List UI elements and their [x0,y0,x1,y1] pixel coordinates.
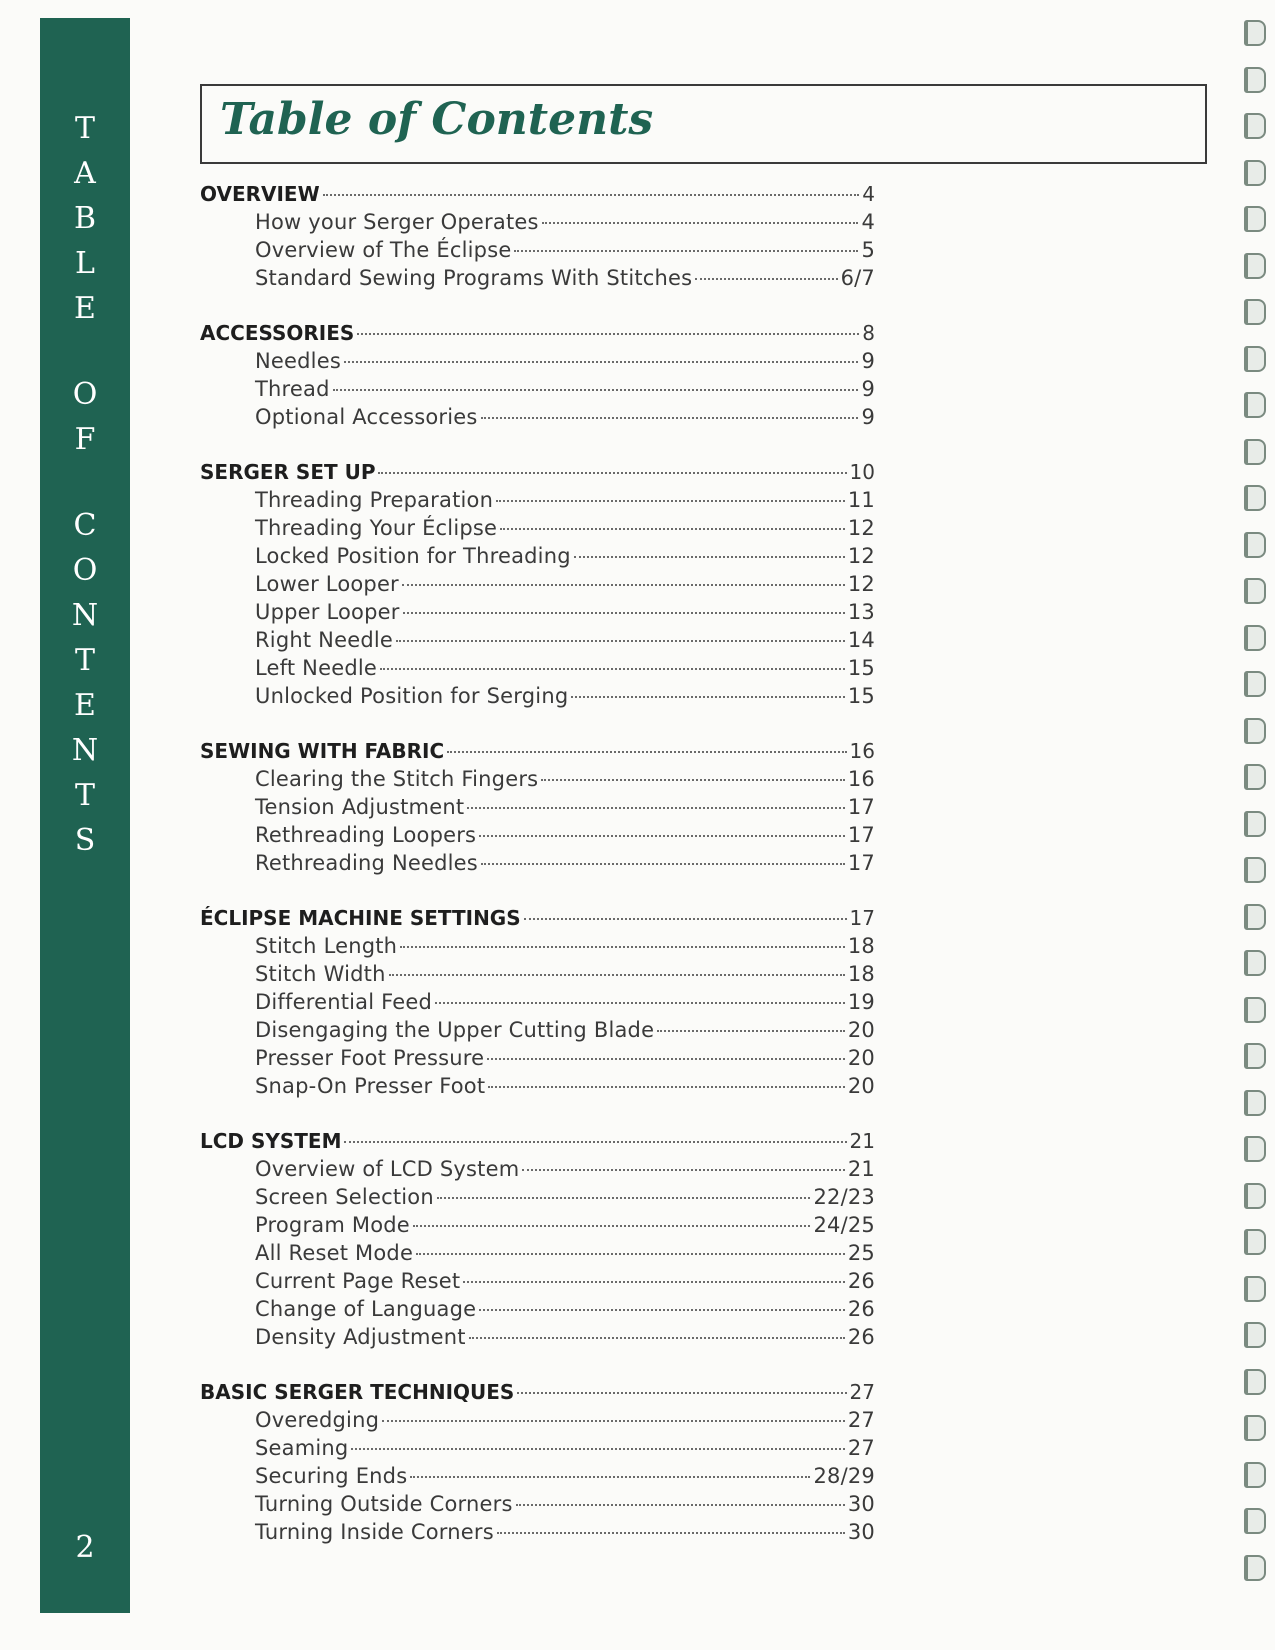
binding-ring-icon [1244,625,1266,651]
binding-ring-icon [1244,1415,1266,1441]
side-tab-letter: T [74,643,95,678]
toc-entry [200,264,875,292]
toc-section-heading-label: BASIC SERGER TECHNIQUES [200,1380,515,1404]
dot-leader [380,668,845,670]
binding-ring-icon [1244,485,1266,511]
toc-entry-label: Stitch Length [255,934,398,958]
side-tab-letter: N [71,598,99,633]
toc-entry-label: Securing Ends [255,1464,408,1488]
binding-ring-icon [1244,1555,1266,1581]
toc-entry-page: 9 [861,349,875,373]
binding-ring-icon [1244,1508,1266,1534]
binding-ring-icon [1244,671,1266,697]
toc-entry-label: Seaming [255,1436,349,1460]
dot-leader [481,417,859,419]
side-tab-letter: E [74,688,96,723]
dot-leader [410,1476,810,1478]
side-tab-letter: O [72,553,98,588]
toc-entry-page: 19 [847,990,875,1014]
toc-entry-label: Overview of The Éclipse [255,238,512,262]
dot-leader [463,1281,845,1283]
dot-leader [344,361,858,363]
toc-entry [200,236,875,264]
binding-ring-icon [1244,1229,1266,1255]
binding-ring-icon [1244,299,1266,325]
dot-leader [400,946,845,948]
toc-entry [200,486,875,514]
toc-section-heading-label: ÉCLIPSE MACHINE SETTINGS [200,906,521,930]
toc-entry [200,1044,875,1072]
toc-entry [200,1016,875,1044]
toc-section [200,458,875,710]
dot-leader [500,528,845,530]
toc-section-heading [200,1127,875,1155]
dot-leader [481,863,845,865]
page-title: Table of Contents [220,94,654,145]
dot-leader [541,779,845,781]
side-tab-letter: A [74,156,96,191]
dot-leader [657,1030,845,1032]
dot-leader [514,250,858,252]
toc-entry-page: 21 [847,1157,875,1181]
toc-entry-page: 22/23 [813,1185,875,1209]
dot-leader [403,612,845,614]
toc-entry [200,682,875,710]
binding-ring-icon [1244,997,1266,1023]
toc-entry-page: 18 [847,934,875,958]
toc-entry-page: 26 [847,1297,875,1321]
binding-ring-icon [1244,764,1266,790]
toc-entry-page: 11 [847,488,875,512]
toc-entry-label: Snap-On Presser Foot [255,1074,486,1098]
toc-entry [200,514,875,542]
toc-entry [200,1239,875,1267]
binding-ring-icon [1244,578,1266,604]
toc-entry-label: Screen Selection [255,1185,434,1209]
toc-entry-label: Thread [255,377,330,401]
toc-entry-page: 15 [847,684,875,708]
toc-section-heading-page: 16 [849,739,875,763]
toc-section-heading-page: 4 [862,182,875,206]
toc-entry [200,403,875,431]
toc-section-heading [200,904,875,932]
toc-entry-page: 25 [847,1241,875,1265]
binding-ring-icon [1244,20,1266,46]
binding-ring-icon [1244,67,1266,93]
dot-leader [402,584,845,586]
toc-entry-label: Density Adjustment [255,1325,466,1349]
binding-ring-icon [1244,1322,1266,1348]
toc-section-heading [200,458,875,486]
binding-ring-icon [1244,904,1266,930]
toc-entry-page: 26 [847,1269,875,1293]
toc-entry-label: Unlocked Position for Serging [255,684,569,708]
binding-ring-icon [1244,532,1266,558]
toc-section [200,319,875,431]
binding-ring-icon [1244,857,1266,883]
toc-entry-page: 12 [847,572,875,596]
toc-entry [200,1072,875,1100]
dot-leader [467,807,845,809]
toc-entry-page: 18 [847,962,875,986]
toc-section-heading-page: 17 [849,906,875,930]
dot-leader [389,974,845,976]
binding-ring-icon [1244,1183,1266,1209]
dot-leader [344,1141,846,1143]
toc-entry [200,375,875,403]
toc-section-heading-page: 27 [849,1380,875,1404]
toc-entry-label: Rethreading Loopers [255,823,477,847]
toc-section [200,737,875,877]
binding-ring-icon [1244,1462,1266,1488]
toc-entry [200,1295,875,1323]
toc-entry-page: 27 [847,1408,875,1432]
toc-section-heading [200,180,875,208]
toc-entry [200,598,875,626]
table-of-contents [200,180,875,1573]
toc-entry-page: 4 [861,210,875,234]
toc-section [200,1127,875,1351]
toc-entry-label: Locked Position for Threading [255,544,571,568]
dot-leader [695,278,837,280]
toc-section-heading-page: 10 [849,460,875,484]
dot-leader [497,1532,845,1534]
dot-leader [517,1392,846,1394]
toc-entry-label: Optional Accessories [255,405,478,429]
toc-entry [200,654,875,682]
toc-entry-label: Upper Looper [255,600,400,624]
toc-entry [200,208,875,236]
dot-leader [479,835,845,837]
binding-ring-icon [1244,1369,1266,1395]
side-tab-label [40,106,130,863]
dot-leader [522,1169,844,1171]
toc-entry [200,1267,875,1295]
side-tab-letter: B [73,201,97,236]
toc-section-heading [200,737,875,765]
toc-entry [200,1462,875,1490]
toc-entry-label: Stitch Width [255,962,386,986]
binding-ring-icon [1244,392,1266,418]
toc-entry-page: 17 [847,795,875,819]
toc-entry-page: 12 [847,516,875,540]
toc-entry-page: 9 [861,405,875,429]
toc-entry-label: Program Mode [255,1213,410,1237]
toc-entry-label: Overedging [255,1408,380,1432]
toc-entry-label: Clearing the Stitch Fingers [255,767,539,791]
toc-entry [200,1211,875,1239]
dot-leader [524,918,847,920]
toc-entry-label: All Reset Mode [255,1241,414,1265]
side-tab-letter: E [74,291,96,326]
toc-entry-label: Standard Sewing Programs With Stitches [255,266,693,290]
toc-entry-page: 14 [847,628,875,652]
side-tab-letter: N [71,733,99,768]
toc-entry-label: Presser Foot Pressure [255,1046,485,1070]
toc-entry-label: Left Needle [255,656,378,680]
binding-ring-icon [1244,1090,1266,1116]
toc-entry-label: How your Serger Operates [255,210,539,234]
side-tab-letter: C [73,508,97,543]
toc-entry-page: 12 [847,544,875,568]
dot-leader [351,1448,844,1450]
toc-entry [200,821,875,849]
toc-entry [200,1434,875,1462]
dot-leader [487,1058,845,1060]
binding-ring-icon [1244,206,1266,232]
dot-leader [496,500,845,502]
toc-entry-page: 24/25 [813,1213,875,1237]
spiral-binding [1240,20,1270,1620]
toc-entry-page: 5 [861,238,875,262]
toc-section-heading-label: SERGER SET UP [200,460,376,484]
toc-section [200,904,875,1100]
page-number: 2 [75,1530,95,1565]
dot-leader [437,1197,811,1199]
toc-entry-label: Differential Feed [255,990,433,1014]
toc-entry-label: Change of Language [255,1297,477,1321]
toc-entry-page: 30 [847,1520,875,1544]
dot-leader [413,1225,811,1227]
dot-leader [488,1086,845,1088]
binding-ring-icon [1244,1136,1266,1162]
toc-section-heading-page: 21 [849,1129,875,1153]
side-tab-letter: T [74,111,95,146]
binding-ring-icon [1244,113,1266,139]
toc-entry-label: Overview of LCD System [255,1157,520,1181]
toc-entry [200,570,875,598]
toc-entry-page: 30 [847,1492,875,1516]
toc-section-heading-label: LCD SYSTEM [200,1129,342,1153]
toc-entry-page: 20 [847,1046,875,1070]
toc-entry [200,626,875,654]
title-box [200,84,1207,164]
toc-entry-label: Turning Outside Corners [255,1492,513,1516]
binding-ring-icon [1244,718,1266,744]
dot-leader [571,696,845,698]
toc-entry [200,1183,875,1211]
toc-entry-page: 6/7 [840,266,875,290]
dot-leader [416,1253,845,1255]
toc-entry-label: Threading Preparation [255,488,494,512]
toc-entry-page: 28/29 [813,1464,875,1488]
toc-entry-page: 20 [847,1018,875,1042]
dot-leader [333,389,859,391]
dot-leader [542,222,859,224]
toc-section-heading-label: SEWING WITH FABRIC [200,739,445,763]
toc-entry-page: 17 [847,851,875,875]
toc-section [200,1378,875,1546]
toc-entry [200,1406,875,1434]
dot-leader [469,1337,845,1339]
toc-entry-page: 13 [847,600,875,624]
toc-entry-page: 16 [847,767,875,791]
toc-section-heading-label: OVERVIEW [200,182,320,206]
toc-entry [200,849,875,877]
dot-leader [447,751,846,753]
toc-section-heading [200,1378,875,1406]
dot-leader [378,472,846,474]
toc-entry [200,960,875,988]
toc-entry [200,932,875,960]
binding-ring-icon [1244,253,1266,279]
toc-entry-label: Needles [255,349,341,373]
dot-leader [396,640,845,642]
toc-entry-label: Turning Inside Corners [255,1520,494,1544]
binding-ring-icon [1244,1043,1266,1069]
toc-entry-label: Rethreading Needles [255,851,478,875]
binding-ring-icon [1244,160,1266,186]
toc-section-heading-label: ACCESSORIES [200,321,355,345]
dot-leader [479,1309,845,1311]
toc-entry [200,1490,875,1518]
toc-section [200,180,875,292]
dot-leader [357,333,859,335]
toc-entry-label: Current Page Reset [255,1269,461,1293]
toc-entry [200,542,875,570]
side-tab-letter: O [72,377,98,412]
toc-entry-label: Lower Looper [255,572,399,596]
toc-entry [200,1155,875,1183]
binding-ring-icon [1244,1276,1266,1302]
binding-ring-icon [1244,950,1266,976]
toc-entry [200,793,875,821]
toc-entry [200,988,875,1016]
toc-entry-label: Threading Your Éclipse [255,516,498,540]
binding-ring-icon [1244,346,1266,372]
toc-entry-page: 15 [847,656,875,680]
toc-entry-page: 17 [847,823,875,847]
binding-ring-icon [1244,811,1266,837]
toc-entry-page: 9 [861,377,875,401]
dot-leader [574,556,845,558]
toc-entry-label: Right Needle [255,628,394,652]
toc-entry-page: 26 [847,1325,875,1349]
toc-section-heading [200,319,875,347]
side-tab-letter: F [74,422,96,457]
toc-entry-label: Disengaging the Upper Cutting Blade [255,1018,655,1042]
side-tab-letter: T [74,778,95,813]
toc-section-heading-page: 8 [862,321,875,345]
side-tab [40,18,130,1613]
dot-leader [323,194,860,196]
dot-leader [435,1002,845,1004]
toc-entry [200,765,875,793]
toc-entry-page: 20 [847,1074,875,1098]
toc-entry [200,347,875,375]
toc-entry-label: Tension Adjustment [255,795,465,819]
toc-entry [200,1518,875,1546]
toc-entry [200,1323,875,1351]
side-tab-letter: L [75,246,95,281]
dot-leader [516,1504,845,1506]
binding-ring-icon [1244,439,1266,465]
toc-entry-page: 27 [847,1436,875,1460]
side-tab-letter: S [74,823,96,858]
dot-leader [382,1420,845,1422]
